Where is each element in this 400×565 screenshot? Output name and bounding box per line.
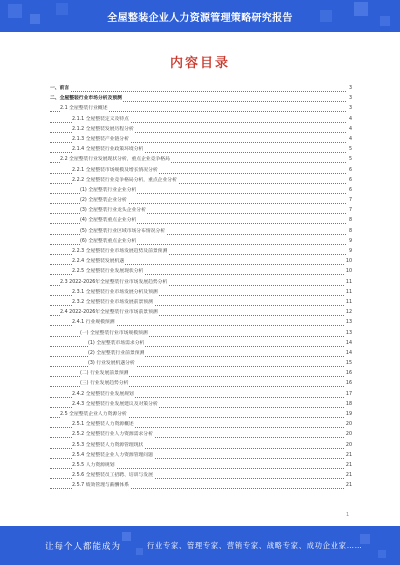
toc-entry-page: 5: [348, 155, 352, 165]
toc-entry[interactable]: [50, 216, 352, 226]
toc-entry-label: 2.2.3 全屋整装行业市场发展趋势及前景预测: [72, 247, 168, 257]
toc-entry-page: 11: [345, 288, 352, 298]
toc-entry-label: 2.4.2 全屋整装行业发展规划: [72, 390, 135, 400]
toc-entry[interactable]: [50, 84, 352, 94]
toc-entry[interactable]: [50, 206, 352, 216]
toc-entry-page: 8: [348, 227, 352, 237]
table-of-contents: [50, 84, 352, 492]
toc-entry-label: 2.1.3 全屋整装产业链分析: [72, 135, 130, 145]
toc-entry-label: 2.2.5 全屋整装行业发展现状分析: [72, 267, 144, 277]
toc-entry-page: 20: [345, 441, 352, 451]
toc-entry[interactable]: [50, 196, 352, 206]
toc-entry-label: (1) 全屋整装行业企业分析: [80, 186, 137, 196]
toc-entry-label: 2.5.1 全屋整装人力资源概述: [72, 420, 135, 430]
toc-entry-page: 13: [345, 318, 352, 328]
toc-entry-label: (二) 行业发展前景预测: [80, 369, 129, 379]
toc-entry-label: (3) 行业发展机遇分析: [88, 359, 136, 369]
toc-entry-page: 20: [345, 430, 352, 440]
toc-entry[interactable]: [50, 461, 352, 471]
toc-entry-page: 4: [348, 115, 352, 125]
toc-entry-page: 10: [345, 257, 352, 267]
toc-entry[interactable]: [50, 125, 352, 135]
toc-entry[interactable]: [50, 115, 352, 125]
toc-entry[interactable]: [50, 359, 352, 369]
toc-entry-page: 14: [345, 349, 352, 359]
toc-entry-label: 2.5 全屋整装企业人力资源分析: [60, 410, 128, 420]
toc-entry[interactable]: [50, 176, 352, 186]
toc-entry-label: 2.1.4 全屋整装行业政策环境分析: [72, 145, 144, 155]
toc-entry[interactable]: [50, 430, 352, 440]
toc-entry-page: 16: [345, 379, 352, 389]
toc-entry-label: (5) 全屋整装行业区域市场分布情况分析: [80, 227, 166, 237]
footer-tagline: 行业专家、管理专家、营销专家、战略专家、成功企业家……: [147, 541, 363, 550]
toc-entry-page: 21: [345, 461, 352, 471]
toc-entry-label: (3) 全屋整装行业龙头企业分析: [80, 206, 147, 216]
toc-entry-label: (三) 行业发展趋势分析: [80, 379, 129, 389]
toc-entry-label: (1) 全屋整装市场需求分析: [88, 339, 145, 349]
toc-entry[interactable]: [50, 441, 352, 451]
toc-entry-label: 2.2 全屋整装行业发展现状分析，重点企业竞争格局: [60, 155, 171, 165]
toc-entry-label: 2.3.1 全屋整装行业市场发展分析及预测: [72, 288, 159, 298]
toc-entry-page: 5: [348, 145, 352, 155]
toc-entry-page: 11: [345, 278, 352, 288]
toc-entry[interactable]: [50, 400, 352, 410]
toc-entry-page: 13: [345, 329, 352, 339]
dot-leader: [50, 91, 346, 92]
toc-entry-page: 11: [345, 298, 352, 308]
toc-entry[interactable]: [50, 369, 352, 379]
toc-entry-label: 2.3 2022-2026年全屋整装行业市场发展趋势分析: [60, 278, 168, 288]
header-banner: [0, 0, 400, 32]
toc-entry-label: 2.2.1 全屋整装市场规模及增长情况分析: [72, 166, 159, 176]
footer-slogan: 让每个人都能成为: [45, 542, 122, 552]
toc-entry-page: 9: [348, 237, 352, 247]
toc-entry-page: 9: [348, 247, 352, 257]
toc-entry[interactable]: [50, 308, 352, 318]
toc-entry[interactable]: [50, 267, 352, 277]
toc-entry-page: 7: [348, 206, 352, 216]
toc-entry[interactable]: [50, 451, 352, 461]
toc-entry[interactable]: [50, 166, 352, 176]
footer-banner: [0, 526, 400, 565]
toc-entry[interactable]: [50, 237, 352, 247]
toc-entry[interactable]: [50, 278, 352, 288]
toc-entry[interactable]: [50, 379, 352, 389]
toc-entry-page: 18: [345, 400, 352, 410]
toc-entry[interactable]: [50, 471, 352, 481]
toc-entry[interactable]: [50, 135, 352, 145]
toc-entry[interactable]: [50, 257, 352, 267]
toc-entry-label: 2.5.7 绩效管理与薪酬体系: [72, 481, 130, 491]
toc-entry-page: 3: [348, 94, 352, 104]
toc-entry[interactable]: [50, 390, 352, 400]
toc-entry-page: 8: [348, 216, 352, 226]
toc-entry-page: 20: [345, 420, 352, 430]
toc-entry[interactable]: [50, 420, 352, 430]
toc-entry-label: 2.4.1 行业规模预测: [72, 318, 116, 328]
toc-entry[interactable]: [50, 145, 352, 155]
toc-entry-page: 21: [345, 451, 352, 461]
toc-entry-label: 2.2.2 全屋整装行业竞争格局分析，重点企业分析: [72, 176, 178, 186]
toc-entry-label: (2) 全屋整装行业前景预测: [88, 349, 145, 359]
toc-entry-label: 2.5.6 全屋整装员工招聘、培训与发展: [72, 471, 154, 481]
toc-entry-label: 2.5.3 全屋整装人力资源管理现状: [72, 441, 144, 451]
toc-entry-page: 6: [348, 176, 352, 186]
toc-entry-label: 2.5.5 人力资源规划: [72, 461, 116, 471]
toc-entry[interactable]: [50, 227, 352, 237]
toc-entry-page: 7: [348, 196, 352, 206]
toc-entry[interactable]: [50, 318, 352, 328]
toc-entry[interactable]: [50, 339, 352, 349]
toc-entry-page: 4: [348, 135, 352, 145]
toc-entry-label: 2.5.4 全屋整装企业人力资源管理问题: [72, 451, 154, 461]
toc-entry-label: (4) 全屋整装重点企业分析: [80, 216, 137, 226]
toc-entry-label: 2.3.2 全屋整装行业市场发展前景预测: [72, 298, 154, 308]
toc-entry-page: 6: [348, 166, 352, 176]
toc-entry-page: 17: [345, 390, 352, 400]
toc-entry-page: 21: [345, 471, 352, 481]
toc-entry-page: 12: [345, 308, 352, 318]
toc-entry[interactable]: [50, 410, 352, 420]
toc-entry-label: 2.4 2022-2026年全屋整装行业市场前景预测: [60, 308, 159, 318]
toc-entry-label: (一) 全屋整装行业市场规模预测: [80, 329, 149, 339]
toc-entry[interactable]: [50, 247, 352, 257]
toc-entry-label: 2.5.2 全屋整装行业人力资源需求分析: [72, 430, 154, 440]
toc-entry-page: 4: [348, 125, 352, 135]
toc-entry-label: 2.1.2 全屋整装发展历程分析: [72, 125, 135, 135]
toc-entry[interactable]: [50, 186, 352, 196]
toc-heading: 内容目录: [169, 56, 230, 71]
toc-entry-page: 19: [345, 410, 352, 420]
toc-entry[interactable]: [50, 349, 352, 359]
toc-entry[interactable]: [50, 329, 352, 339]
toc-entry-label: 2.2.4 全屋整装发展机遇: [72, 257, 125, 267]
toc-entry-label: 2.1.1 全屋整装定义及特点: [72, 115, 130, 125]
toc-entry[interactable]: [50, 104, 352, 114]
toc-entry-page: 14: [345, 339, 352, 349]
page-marker: 1: [346, 512, 350, 518]
toc-entry-label: 一、前言: [50, 84, 70, 94]
toc-entry[interactable]: [50, 298, 352, 308]
toc-entry-page: 21: [345, 481, 352, 491]
toc-entry[interactable]: [50, 481, 352, 491]
toc-entry-label: 二、全屋整装行业市场分析及预测: [50, 94, 123, 104]
toc-entry-page: 6: [348, 186, 352, 196]
toc-entry[interactable]: [50, 155, 352, 165]
toc-entry-page: 10: [345, 267, 352, 277]
toc-entry[interactable]: [50, 288, 352, 298]
toc-entry-label: (6) 全屋整装重点企业分析: [80, 237, 137, 247]
report-title: 全屋整装企业人力资源管理策略研究报告: [107, 13, 293, 24]
toc-entry-page: 3: [348, 84, 352, 94]
toc-entry-label: (2) 全屋整装企业分析: [80, 196, 128, 206]
toc-entry-page: 15: [345, 359, 352, 369]
toc-entry-page: 3: [348, 104, 352, 114]
toc-entry-label: 2.1 全屋整装行业概述: [60, 104, 109, 114]
toc-entry[interactable]: [50, 94, 352, 104]
toc-entry-page: 16: [345, 369, 352, 379]
toc-entry-label: 2.4.3 全屋整装行业发展建议及对策分析: [72, 400, 159, 410]
